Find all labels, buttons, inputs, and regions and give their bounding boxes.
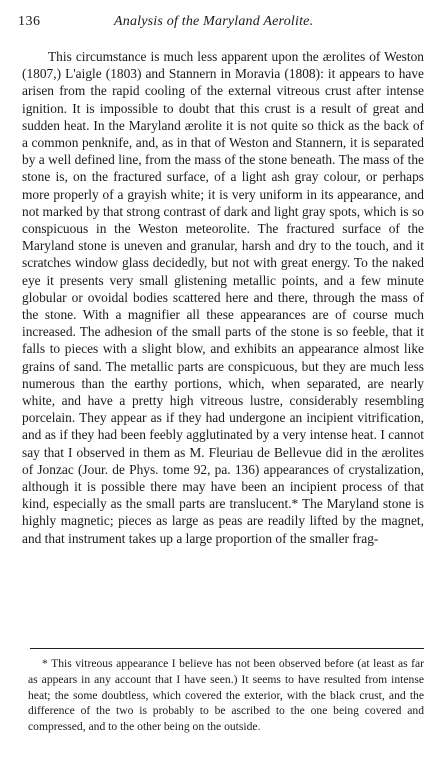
footnote-text: * This vitreous appearance I believe has not been observed before (at least as far as appears in any account that I have seen.) It seems to have resulted from intense heat; the some doubtless, which covered the exterior, with the black crust, and the difference of the two is probably to be ascribed to the one being covered and compressed, and to the other being on the outside. — [28, 657, 424, 734]
footnote-rule — [30, 648, 424, 649]
page-number: 136 — [18, 14, 41, 29]
footnote — [28, 656, 424, 735]
body-paragraph: This circumstance is much less apparent upon the ærolites of Weston (1807,) L'aigle (1803) and Stannern in Moravia (1808): it appears to have arisen from the rapid cooling of the external vitreous crust after intense ignition. It is impossible to doubt that this crust is a result of great and sudden heat. In the Maryland ærolite it is not quite so thick as the back of a common penknife, and, as in that of Weston and Stannern, it is separated by a well defined line, from the mass of the stone beneath. The mass of the stone is, on the fractured surface, of a light ash gray colour, or perhaps more properly of a grayish white; it is very uniform in its appearance, and not marked by that strong contrast of dark and light gray spots, which is so conspicuous in the Weston meteorolite. The fractured surface of the Maryland stone is uneven and granular, harsh and dry to the touch, and it scratches window glass decidedly, but not with great energy. To the naked eye it presents very small glistening metallic points, and a few minute globular or ovoidal bodies scattered here and there, through the mass of the stone. With a magnifier all these appearances are of course much increased. The adhesion of the small parts of the stone is so feeble, that it falls to pieces with a slight blow, and exhibits an appearance almost like grains of sand. The metallic parts are conspicuous, but they are much less numerous than the earthy portions, which, when separated, are nearly white, and have a pretty high vitreous lustre, considerably resembling porcelain. They appear as if they had undergone an incipient vitrification, and as if they had been feebly agglutinated by a very intense heat. I cannot say that I observed in them as M. Fleuriau de Bellevue did in the ærolites of Jonzac (Jour. de Phys. tome 92, pa. 136) appearances of crystalization, although it is possible there may have been an incipient process of that kind, especially as the small parts are translucent.* The Maryland stone is highly magnetic; pieces as large as peas are readily lifted by the magnet, and that instrument takes up a large proportion of the smaller frag- — [22, 49, 424, 546]
running-header — [18, 14, 426, 36]
running-title: Analysis of the Maryland Aerolite. — [114, 14, 314, 29]
main-text — [22, 48, 424, 547]
